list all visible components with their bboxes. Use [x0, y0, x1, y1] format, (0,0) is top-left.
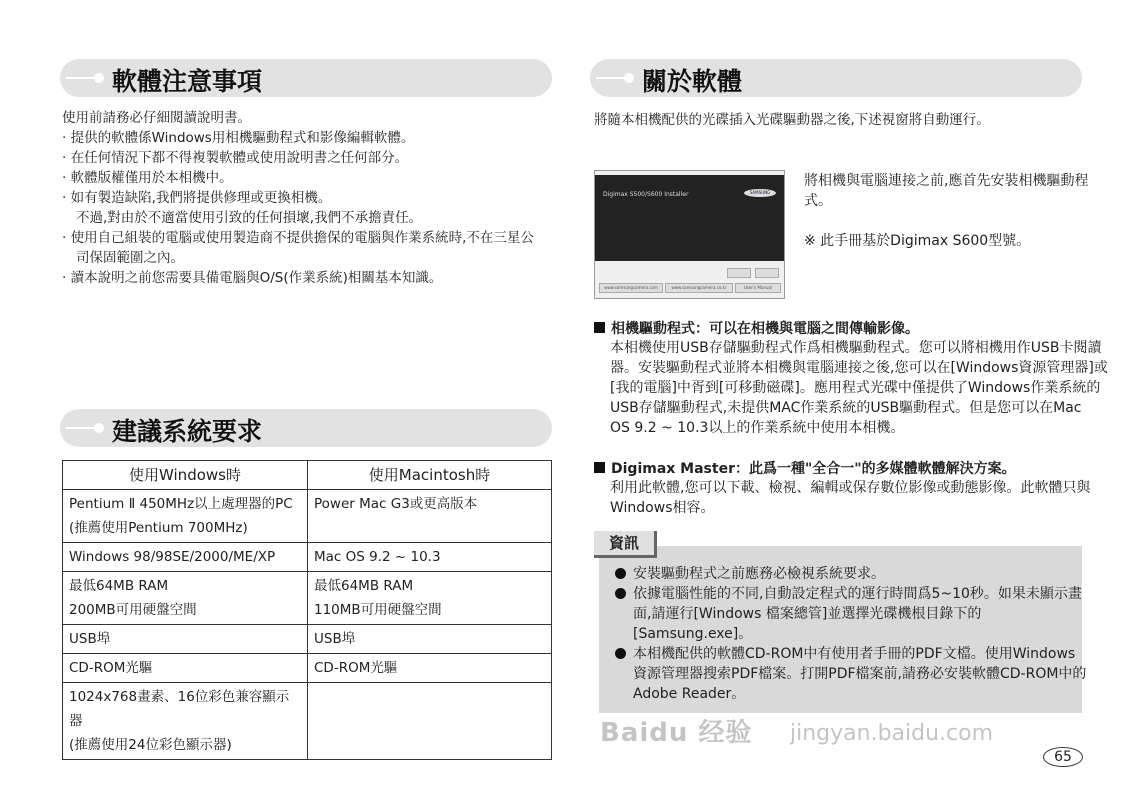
table-header-row	[63, 461, 552, 490]
header-line	[66, 427, 96, 429]
header-line	[596, 77, 626, 79]
square-bullet-icon	[594, 322, 605, 333]
column-header: 使用Windows時	[63, 461, 308, 490]
notes-line: 不過,對由於不適當使用引致的任何損壞,我們不承擔責任。	[76, 210, 423, 226]
table-cell: Mac OS 9.2 ~ 10.3	[308, 543, 552, 572]
table-row	[63, 572, 552, 625]
bullet-dot-icon	[615, 648, 626, 659]
notes-text	[62, 108, 534, 288]
install-note: 將相機與電腦連接之前,應首先安裝相機驅動程 式。	[804, 173, 1089, 209]
section-header-about	[590, 59, 1082, 97]
master-section-heading: Digimax Master：此爲一種"全合一"的多媒體軟體解決方案。	[594, 458, 1016, 478]
notes-line: · 軟體版權僅用於本相機中。	[62, 170, 233, 186]
master-section-text: 利用此軟體,您可以下載、檢視、編輯或保存數位影像或動態影像。此軟體只與 Windows相容。	[610, 480, 1091, 516]
table-cell: 最低64MB RAM 200MB可用硬盤空間	[63, 572, 308, 625]
table-row	[63, 625, 552, 654]
notes-line: · 使用自己組裝的電腦或使用製造商不提供擔保的電腦與作業系統時,不在三星公	[62, 230, 534, 246]
table-row	[63, 543, 552, 572]
header-line	[66, 77, 96, 79]
table-cell: CD-ROM光驅	[63, 654, 308, 683]
driver-section-heading: 相機驅動程式：可以在相機與電腦之間傳輸影像。	[594, 318, 919, 338]
table-cell: 1024x768畫素、16位彩色兼容顯示器 (推薦使用24位彩色顯示器)	[63, 683, 308, 760]
table-cell: 最低64MB RAM 110MB可用硬盤空間	[308, 572, 552, 625]
notes-line: · 讀本說明之前您需要具備電腦與O/S(作業系統)相關基本知識。	[62, 270, 443, 286]
section-title: 關於軟體	[642, 67, 743, 96]
notes-line: 司保固範圍之內。	[76, 250, 184, 266]
bullet-icon	[94, 423, 104, 433]
installer-link: www.samsungcamera.co.kr	[665, 283, 733, 293]
model-note: ※ 此手冊基於Digimax S600型號。	[804, 233, 1031, 249]
column-header: 使用Macintosh時	[308, 461, 552, 490]
samsung-logo: SAMSUNG	[744, 189, 776, 197]
section-header-requirements	[60, 409, 552, 447]
info-bullet: 本相機配供的軟體CD-ROM中有使用者手冊的PDF文檔。使用Windows 資源管理器搜索PDF檔案。打開PDF檔案前,請務必安裝軟體CD-ROM中的 Adobe Reader。	[618, 644, 1086, 704]
installer-banner	[595, 175, 784, 261]
table-cell: Windows 98/98SE/2000/ME/XP	[63, 543, 308, 572]
watermark-logo: Baidu 经验	[600, 718, 753, 748]
installer-button	[727, 268, 751, 278]
driver-section-text: 本相機使用USB存儲驅動程式作爲相機驅動程式。您可以將相機用作USB卡閱讀 器。安裝驅動程式並將本相機與電腦連接之後,您可以在[Windows資源管理器]或 [我的電腦]中胥到[可移動磁碟]。應用程式光碟中僅提供了Windows作業系統的 USB存儲驅動程式,未提供MAC作業系統的USB驅動程式。但是您可以在Mac OS 9.2 ~ 10.3以上的作業系統中使用本相機。	[610, 340, 1108, 436]
section-header-notes	[60, 59, 552, 97]
table-cell: CD-ROM光驅	[308, 654, 552, 683]
installer-title: Digimax S500/S600 Installer	[603, 191, 689, 198]
info-bullet: 安裝驅動程式之前應務必檢視系統要求。	[618, 564, 885, 584]
notes-line: · 如有製造缺陷,我們將提供修理或更換相機。	[62, 190, 332, 206]
bullet-dot-icon	[615, 588, 626, 599]
bullet-dot-icon	[615, 568, 626, 579]
installer-link: www.samsungcamera.com	[599, 283, 663, 293]
table-cell: Pentium Ⅱ 450MHz以上處理器的PC (推薦使用Pentium 700MHz)	[63, 490, 308, 543]
page-number: 65	[1043, 747, 1083, 767]
bullet-icon	[624, 73, 634, 83]
watermark-url: jingyan.baidu.com	[790, 721, 994, 746]
installer-button	[755, 268, 779, 278]
table-row	[63, 490, 552, 543]
table-row	[63, 654, 552, 683]
about-intro: 將隨本相機配供的光碟插入光碟驅動器之後,下述視窗將自動運行。	[594, 112, 990, 128]
installer-link: User's Manual	[735, 283, 781, 293]
section-title: 建議系統要求	[112, 417, 263, 446]
section-title: 軟體注意事項	[112, 67, 263, 96]
table-cell: USB埠	[308, 625, 552, 654]
notes-intro: 使用前請務必仔細閱讀說明書。	[62, 110, 251, 126]
info-bullet: 依據電腦性能的不同,自動設定程式的運行時間爲5~10秒。如果未顯示畫 面,請運行[Windows 檔案總管]並選擇光碟機根目錄下的 [Samsung.exe]。	[618, 584, 1082, 644]
table-cell: Power Mac G3或更高版本	[308, 490, 552, 543]
table-cell: USB埠	[63, 625, 308, 654]
notes-line: · 提供的軟體係Windows用相機驅動程式和影像編輯軟體。	[62, 130, 415, 146]
info-tag: 資訊	[594, 531, 657, 558]
notes-line: · 在任何情況下都不得複製軟體或使用說明書之任何部分。	[62, 150, 409, 166]
installer-screenshot	[594, 170, 785, 299]
requirements-table	[62, 460, 552, 760]
table-row	[63, 683, 552, 760]
square-bullet-icon	[594, 462, 605, 473]
table-cell	[308, 683, 552, 760]
bullet-icon	[94, 73, 104, 83]
